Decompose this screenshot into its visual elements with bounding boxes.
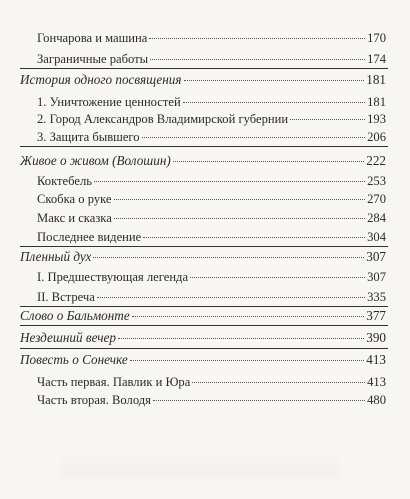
leader-dots — [130, 356, 364, 361]
leader-dots — [132, 312, 365, 317]
toc-section-title: Слово о Бальмонте — [20, 308, 130, 323]
toc-entry — [37, 129, 386, 145]
toc-entry — [37, 94, 386, 110]
toc-entry-page: 390 — [366, 330, 386, 345]
toc-entry-page: 413 — [367, 375, 386, 389]
toc-entry-page: 480 — [367, 393, 386, 407]
toc-entry-title: Часть вторая. Володя — [37, 393, 151, 407]
toc-entry-title: Последнее видение — [37, 230, 142, 244]
bleed-through-shadow — [60, 455, 340, 485]
section-divider — [20, 146, 388, 147]
toc-section — [20, 72, 386, 88]
toc-entry-page: 181 — [367, 95, 386, 109]
toc-entry — [37, 173, 386, 189]
leader-dots — [184, 76, 365, 81]
toc-entry-page: 413 — [366, 352, 386, 367]
toc-entry-page: 253 — [367, 174, 386, 188]
toc-entry — [37, 269, 386, 285]
section-divider — [20, 306, 388, 307]
section-divider — [20, 348, 388, 349]
leader-dots — [118, 334, 364, 339]
toc-entry — [37, 30, 386, 46]
leader-dots — [97, 293, 365, 298]
leader-dots — [183, 98, 365, 103]
toc-section — [20, 153, 386, 169]
toc-entry-title: I. Предшествующая легенда — [37, 270, 189, 284]
toc-entry-title: Гончарова и машина — [37, 31, 148, 45]
toc-section-title: Нездешний вечер — [20, 330, 116, 345]
leader-dots — [153, 396, 365, 401]
leader-dots — [150, 55, 365, 60]
leader-dots — [290, 115, 365, 120]
toc-entry-title: 1. Уничтожение ценностей — [37, 95, 181, 109]
toc-section — [20, 330, 386, 346]
toc-entry-page: 304 — [367, 230, 386, 244]
toc-entry-title: Скобка о руке — [37, 192, 112, 206]
leader-dots — [114, 214, 365, 219]
toc-entry-page: 270 — [367, 192, 386, 206]
section-divider — [20, 246, 388, 247]
toc-entry — [37, 289, 386, 305]
leader-dots — [114, 195, 366, 200]
toc-section-title: Живое о живом (Волошин) — [20, 153, 171, 168]
toc-section-title: История одного посвящения — [20, 72, 182, 87]
toc-entry-page: 307 — [367, 270, 386, 284]
leader-dots — [190, 273, 365, 278]
toc-entry-page: 284 — [367, 211, 386, 225]
toc-entry-page: 170 — [367, 31, 386, 45]
toc-entry-page: 193 — [367, 112, 386, 126]
toc-section-title: Повесть о Сонечке — [20, 352, 128, 367]
leader-dots — [143, 233, 365, 238]
section-divider — [20, 325, 388, 326]
toc-section — [20, 249, 386, 265]
leader-dots — [142, 133, 366, 138]
toc-entry — [37, 51, 386, 67]
toc-entry-title: 2. Город Александров Владимирской губернии — [37, 112, 289, 126]
toc-section-title: Пленный дух — [20, 249, 92, 264]
toc-entry-page: 222 — [366, 153, 386, 168]
toc-entry-title: Заграничные работы — [37, 52, 149, 66]
toc-entry — [37, 191, 386, 207]
toc-section — [20, 352, 386, 368]
toc-entry — [37, 374, 386, 390]
toc-entry-page: 181 — [366, 72, 386, 87]
toc-entry-page: 174 — [367, 52, 386, 66]
toc-entry-title: Коктебель — [37, 174, 92, 188]
section-divider — [20, 68, 388, 69]
toc-entry-page: 307 — [366, 249, 386, 264]
toc-entry-page: 377 — [366, 308, 386, 323]
toc-section — [20, 308, 386, 324]
toc-entry — [37, 392, 386, 408]
toc-entry-title: 3. Защита бывшего — [37, 130, 140, 144]
toc-entry-page: 206 — [367, 130, 386, 144]
leader-dots — [93, 253, 364, 258]
leader-dots — [192, 378, 365, 383]
leader-dots — [94, 177, 365, 182]
toc-entry — [37, 210, 386, 226]
leader-dots — [173, 157, 364, 162]
toc-entry-title: Макс и сказка — [37, 211, 112, 225]
toc-entry — [37, 229, 386, 245]
toc-entry-title: Часть первая. Павлик и Юра — [37, 375, 191, 389]
toc-entry — [37, 111, 386, 127]
leader-dots — [149, 34, 365, 39]
toc-entry-page: 335 — [367, 290, 386, 304]
toc-entry-title: II. Встреча — [37, 290, 95, 304]
